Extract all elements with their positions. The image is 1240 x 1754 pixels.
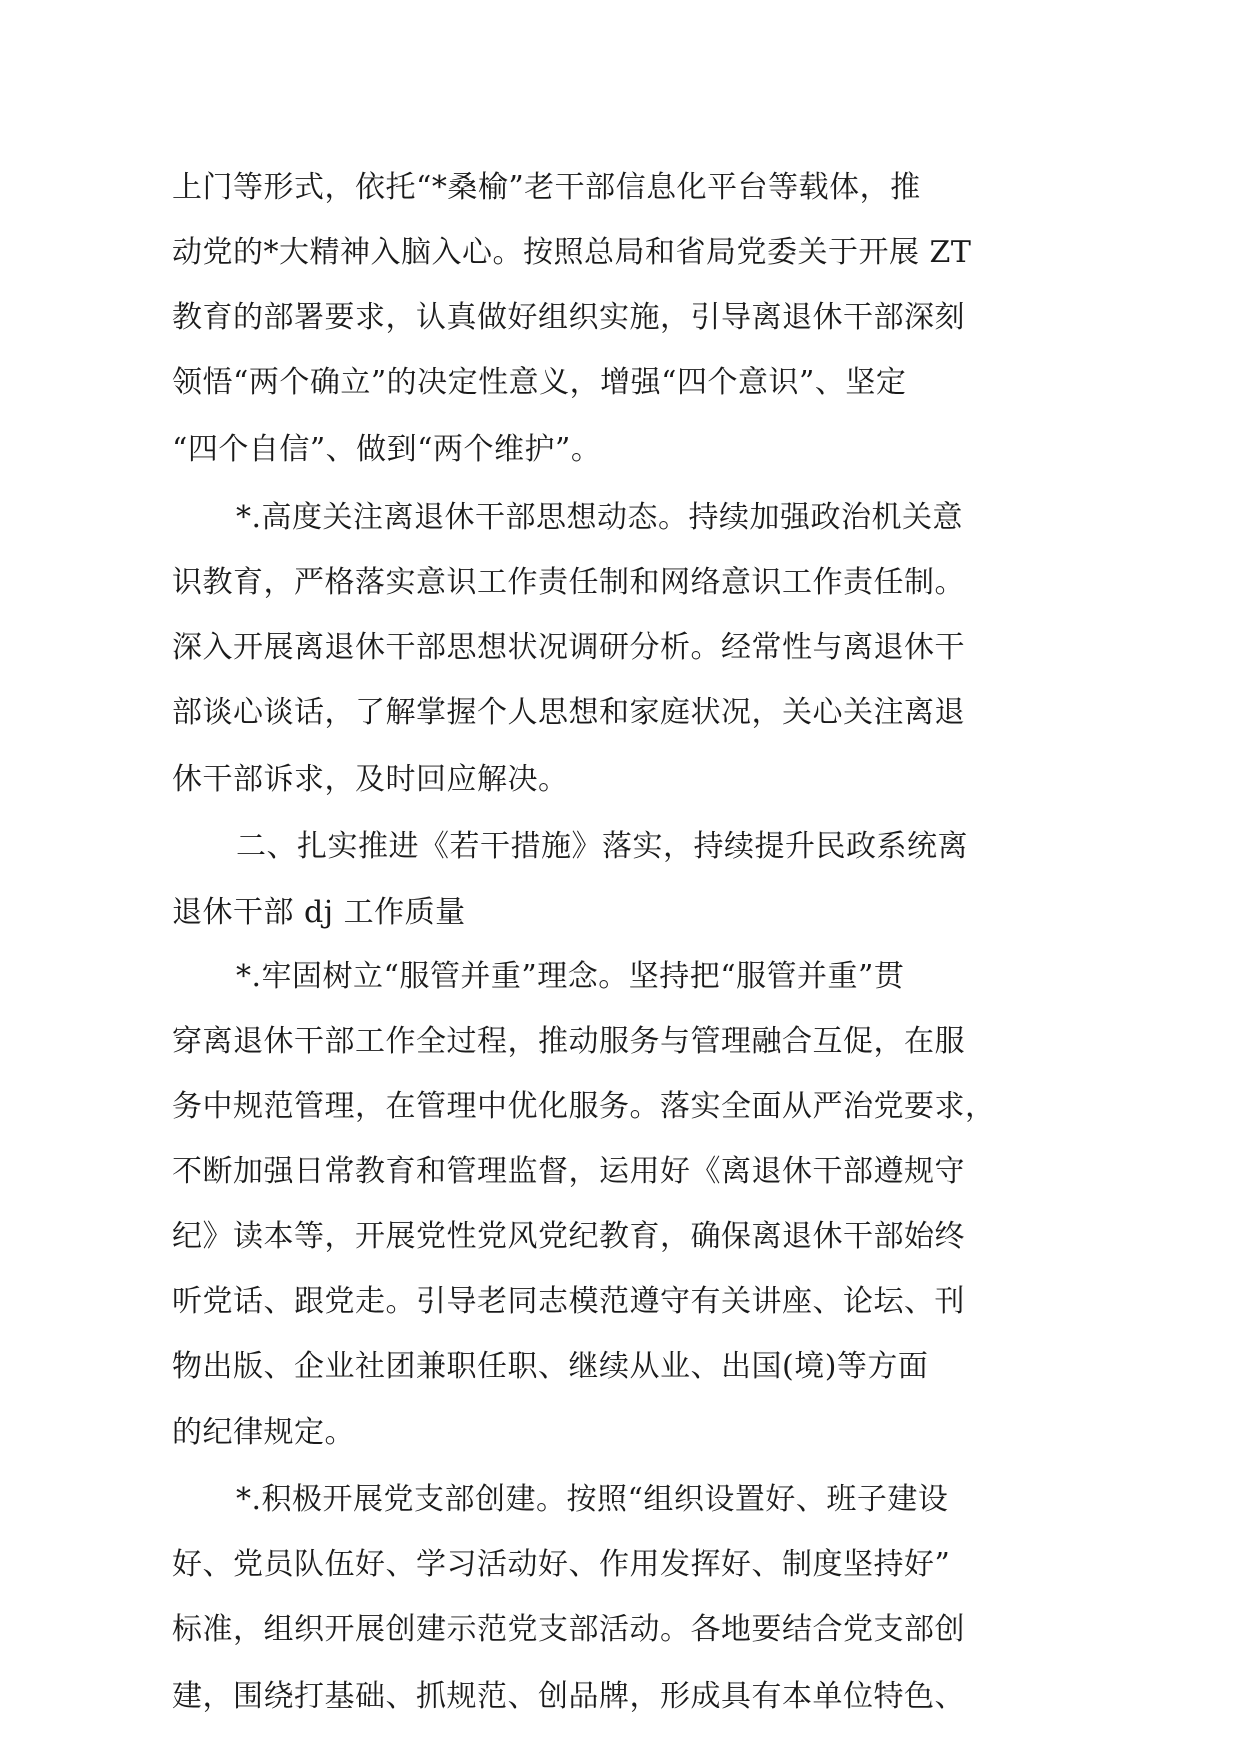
document-page: 上门等形式，依托“*桑榆”老干部信息化平台等载体，推 动党的*大精神入脑入心。按照总局和省局党委关于开展 ZT 教育的部署要求，认真做好组织实施，引导离退休干部深刻 领悟“两个确立”的决定性意义，增强“四个意识”、坚定 “四个自信”、做到“两个维护”。 *.高度关注离退休干部思想动态。持续加强政治机关意 识教育，严格落实意识工作责任制和网络意识工作责任制。 深入开展离退休干部思想状况调研分析。经常性与离退休干 部谈心谈话，了解掌握个人思想和家庭状况，关心关注离退 休干部诉求，及时回应解决。 二、扎实推进《若干措施》落实，持续提升民政系统离 退休干部 dj 工作质量 *.牢固树立“服管并重”理念。坚持把“服管并重”贯 穿离退休干部工作全过程，推动服务与管理融合互促，在服 务中规范管理，在管理中优化服务。落实全面从严治党要求， 不断加强日常教育和管理监督，运用好《离退休干部遵规守 纪》读本等，开展党性党风党纪教育，确保离退休干部始终 听党话、跟党走。引导老同志模范遵守有关讲座、论坛、刊 物出版、企业社团兼职任职、继续从业、出国(境)等方面 的纪律规定。 *.积极开展党支部创建。按照“组织设置好、班子建设 好、党员队伍好、学习活动好、作用发挥好、制度坚持好” 标准，组织开展创建示范党支部活动。各地要结合党支部创 建，围绕打基础、抓规范、创品牌，形成具有本单位特色、 [0,0,1240,1754]
